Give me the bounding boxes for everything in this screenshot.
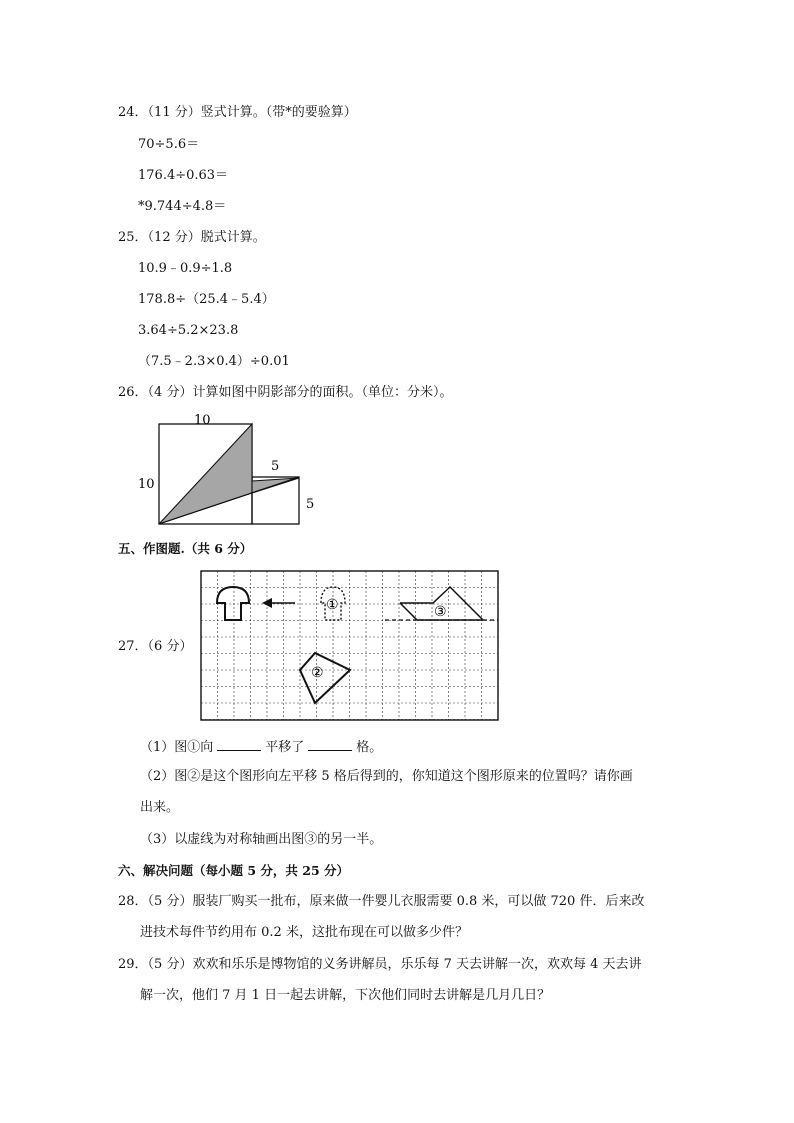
q27-grid-figure <box>200 570 500 722</box>
label-right: 5 <box>306 497 315 512</box>
label-figure-2: ② <box>311 665 324 681</box>
answer-blank-direction[interactable] <box>217 738 261 751</box>
q27-sub1 <box>140 738 382 757</box>
q29-line2: 解一次，他们 7 月 1 日一起去讲解，下次他们同时去讲解是几月几日？ <box>140 988 551 1003</box>
section6-title: 六、解决问题（每小题 5 分，共 25 分） <box>118 863 350 878</box>
q27-sub1-part-c: 格。 <box>356 740 383 755</box>
section5-title: 五、作图题.（共 6 分） <box>118 541 253 556</box>
q27-sub2-line1: （2）图②是这个图形向左平移 5 格后得到的，你知道这个图形原来的位置吗？请你画 <box>140 769 633 784</box>
q29-line1: 29．（5 分）欢欢和乐乐是博物馆的义务讲解员，乐乐每 7 天去讲解一次，欢欢每 4 天去讲 <box>118 957 642 972</box>
q26-title: 26．（4 分）计算如图中阴影部分的面积。（单位：分米）。 <box>118 385 453 400</box>
q24-title: 24．（11 分）竖式计算。（带*的要验算） <box>118 105 357 120</box>
label-figure-3: ③ <box>434 604 447 620</box>
q24-item-2: 176.4÷0.63＝ <box>138 168 229 183</box>
grid-lines <box>201 571 498 720</box>
label-top: 10 <box>194 413 211 428</box>
q25-item-1: 10.9﹣0.9÷1.8 <box>138 261 233 276</box>
q27-sub3: （3）以虚线为对称轴画出图③的另一半。 <box>140 832 383 847</box>
grid-border <box>201 571 498 720</box>
q27-sub1-part-b: 平移了 <box>265 740 305 755</box>
q27-number: 27．（6 分） <box>118 639 193 654</box>
q25-title: 25．（12 分）脱式计算。 <box>118 230 266 245</box>
figure-2-shape <box>300 653 350 703</box>
q28-line2: 进技术每件节约用布 0.2 米，这批布现在可以做多少件？ <box>140 925 468 940</box>
answer-blank-count[interactable] <box>308 738 352 751</box>
q25-item-4: （7.5﹣2.3×0.4）÷0.01 <box>138 354 290 369</box>
label-figure-1: ① <box>326 597 339 613</box>
shaded-triangle-top <box>159 424 252 524</box>
label-left: 10 <box>138 477 155 492</box>
q26-figure <box>130 408 330 530</box>
q27-sub2-line2: 出来。 <box>140 800 180 815</box>
q25-item-2: 178.8÷（25.4﹣5.4） <box>138 292 275 307</box>
mushroom-shape <box>217 587 249 620</box>
q24-item-1: 70÷5.6＝ <box>138 137 200 152</box>
q27-sub1-part-a: （1）图①向 <box>140 740 214 755</box>
label-mid: 5 <box>271 459 280 474</box>
q25-item-3: 3.64÷5.2×23.8 <box>138 323 239 338</box>
q28-line1: 28．（5 分）服装厂购买一批布，原来做一件婴儿衣服需要 0.8 米，可以做 720 件．后来改 <box>118 894 645 909</box>
q24-item-3: *9.744÷4.8＝ <box>138 199 227 214</box>
